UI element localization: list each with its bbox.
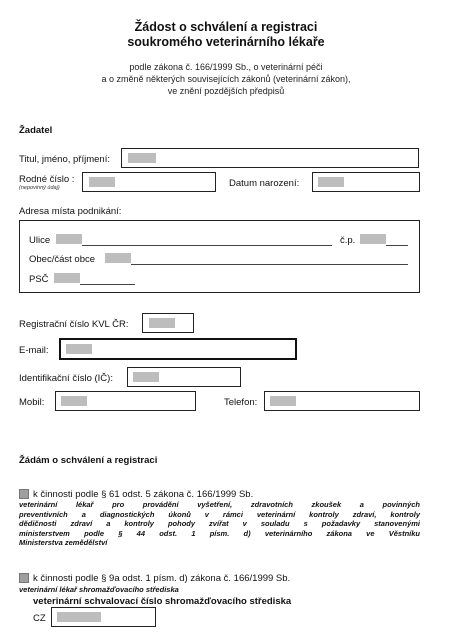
- redacted-value: [318, 177, 344, 187]
- house-number-field[interactable]: [386, 245, 408, 246]
- approval-number-field[interactable]: [51, 607, 156, 627]
- municipality-field[interactable]: [131, 264, 408, 265]
- form-subtitle-line3: ve znění pozdějších předpisů: [167, 86, 285, 96]
- redacted-value: [89, 177, 115, 187]
- name-label: Titul, jméno, příjmení:: [19, 154, 110, 165]
- municipality-label: Obec/část obce: [29, 254, 96, 265]
- mobile-label: Mobil:: [19, 397, 45, 408]
- address-box: [19, 220, 420, 293]
- redacted-value: [61, 396, 87, 406]
- birth-number-field[interactable]: [82, 172, 216, 192]
- option2-checkbox[interactable]: [19, 573, 29, 583]
- cz-label: CZ: [33, 613, 46, 624]
- redacted-value: [105, 253, 131, 263]
- option2-sub-label: veterinární schvalovací číslo shromažďovacího střediska: [33, 596, 292, 607]
- option1-line: ministerstvem podle § 44 odst. 1 písm. d) veterinárního zákona ve Věstníku: [19, 528, 420, 538]
- option1-checkbox[interactable]: [19, 489, 29, 499]
- birth-number-label: Rodné číslo :: [19, 174, 75, 185]
- redacted-value: [56, 234, 82, 244]
- request-section-title: Žádám o schválení a registraci: [19, 455, 158, 466]
- kvl-field[interactable]: [142, 313, 194, 333]
- form-subtitle-line2: a o změně některých souvisejících zákonů (veterinární zákon),: [101, 74, 351, 84]
- email-label: E-mail:: [19, 345, 49, 356]
- phone-field[interactable]: [264, 391, 420, 411]
- option2-description: veterinární lékař shromažďovacího střediska: [19, 585, 179, 594]
- house-number-label: č.p.: [340, 235, 356, 246]
- redacted-value: [54, 273, 80, 283]
- zip-label: PSČ: [29, 274, 49, 285]
- redacted-value: [270, 396, 296, 406]
- option1-label: k činnosti podle § 61 odst. 5 zákona č. 166/1999 Sb.: [33, 489, 254, 500]
- option2-label: k činnosti podle § 9a odst. 1 písm. d) zákona č. 166/1999 Sb.: [33, 573, 291, 584]
- name-field[interactable]: [121, 148, 419, 168]
- birth-number-note: (nepovinný údaj): [19, 185, 60, 191]
- kvl-label: Registrační číslo KVL ČR:: [19, 319, 129, 330]
- option1-line: preventivních a diagnostických úkonů v rámci veterinární kontroly zdraví, kontroly: [19, 509, 420, 519]
- birth-date-label: Datum narození:: [229, 178, 300, 189]
- address-label: Adresa místa podnikání:: [19, 206, 122, 217]
- form-subtitle-line1: podle zákona č. 166/1999 Sb., o veterinární péči: [129, 62, 323, 72]
- ic-label: Identifikační číslo (IČ):: [19, 373, 113, 384]
- zip-field[interactable]: [80, 284, 135, 285]
- redacted-value: [360, 234, 386, 244]
- option1-line: veterinární lékař pro provádění vyšetření, zdravotních zkoušek a povinných: [19, 500, 420, 509]
- redacted-value: [128, 153, 156, 163]
- redacted-value: [57, 612, 101, 622]
- form-title-line1: Žádost o schválení a registraci: [134, 20, 318, 34]
- street-label: Ulice: [29, 235, 51, 246]
- redacted-value: [66, 344, 92, 354]
- applicant-section-title: Žadatel: [19, 125, 53, 136]
- street-field[interactable]: [82, 245, 332, 246]
- form-title-line2: soukromého veterinárního lékaře: [127, 35, 325, 49]
- phone-label: Telefon:: [224, 397, 258, 408]
- redacted-value: [149, 318, 175, 328]
- mobile-field[interactable]: [55, 391, 196, 411]
- option1-description: [19, 500, 420, 548]
- redacted-value: [133, 372, 159, 382]
- birth-date-field[interactable]: [312, 172, 420, 192]
- email-field[interactable]: [59, 338, 297, 360]
- option1-line: dědičnosti zdraví a kontroly pohody zvířat v souladu s požadavky stanovenými: [19, 519, 420, 528]
- ic-field[interactable]: [127, 367, 241, 387]
- option1-line: Ministerstva zemědělství: [19, 538, 108, 547]
